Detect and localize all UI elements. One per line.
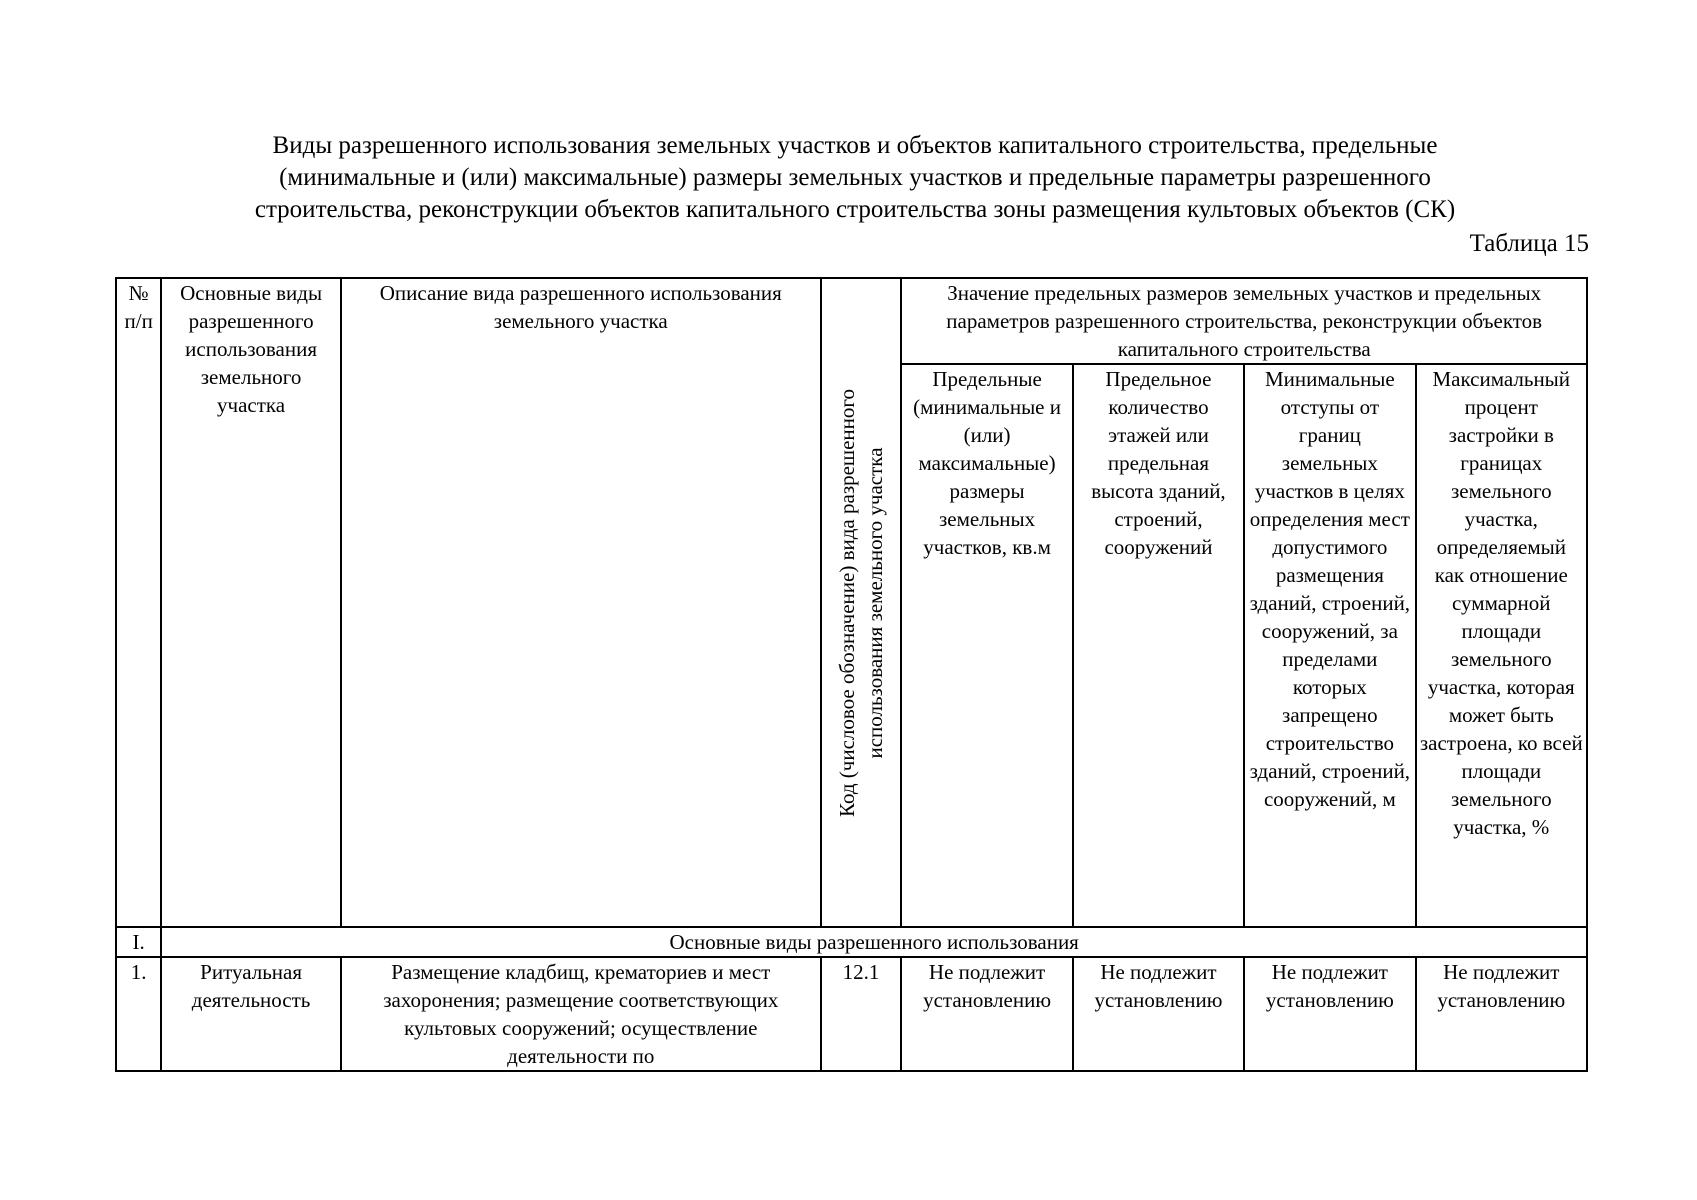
header-row-1 — [116, 278, 1587, 364]
header-coverage: Максимальный процент застройки в границах земельного участка, определяемый как отношение суммарной площади земельного участка, которая может быть застроена, ко всей площади земельного участка, % — [1416, 364, 1587, 927]
section-row — [116, 927, 1587, 957]
header-plot-size: Предельные (минимальные и (или) максимальные) размеры земельных участков, кв.м — [901, 364, 1072, 927]
row-floors: Не подлежит установлению — [1073, 957, 1244, 1071]
row-setbacks: Не подлежит установлению — [1244, 957, 1415, 1071]
header-setbacks: Минимальные отступы от границ земельных участков в целях определения мест допустимого размещения зданий, строений, сооружений, за пределами которых запрещено строительство зданий, строений, сооружений, м — [1244, 364, 1415, 927]
heading-line-3: строительства, реконструкции объектов капитального строительства зоны размещения культовых объектов (СК) — [254, 196, 1456, 223]
row-type: Ритуальная деятельность — [161, 957, 340, 1071]
row-num: 1. — [116, 957, 161, 1071]
header-description: Описание вида разрешенного использования земельного участка — [341, 278, 821, 927]
header-num: № п/п — [116, 278, 161, 927]
table-number: Таблица 15 — [1469, 230, 1589, 257]
row-plot-size: Не подлежит установлению — [901, 957, 1072, 1071]
document-heading — [115, 130, 1595, 226]
header-floors: Предельное количество этажей или предельная высота зданий, строений, сооружений — [1073, 364, 1244, 927]
heading-line-2: (минимальные и (или) максимальные) размеры земельных участков и предельные параметры разрешенного — [279, 164, 1431, 191]
land-use-table — [115, 277, 1588, 1072]
row-description: Размещение кладбищ, крематориев и мест захоронения; размещение соответствующих культовых сооружений; осуществление деятельности по — [341, 957, 821, 1071]
section-num: I. — [116, 927, 161, 957]
section-title: Основные виды разрешенного использования — [161, 927, 1587, 957]
header-code-text: Код (числовое обозначение) вида разрешенного использования земельного участка — [835, 388, 888, 817]
row-coverage: Не подлежит установлению — [1416, 957, 1587, 1071]
heading-line-1: Виды разрешенного использования земельных участков и объектов капитального строительства, предельные — [272, 132, 1438, 159]
header-limits-group: Значение предельных размеров земельных участков и предельных параметров разрешенного строительства, реконструкции объектов капитального строительства — [901, 278, 1587, 364]
table-row — [116, 957, 1587, 1071]
header-main-types: Основные виды разрешенного использования земельного участка — [161, 278, 340, 927]
header-code — [821, 278, 902, 927]
row-code: 12.1 — [821, 957, 902, 1071]
